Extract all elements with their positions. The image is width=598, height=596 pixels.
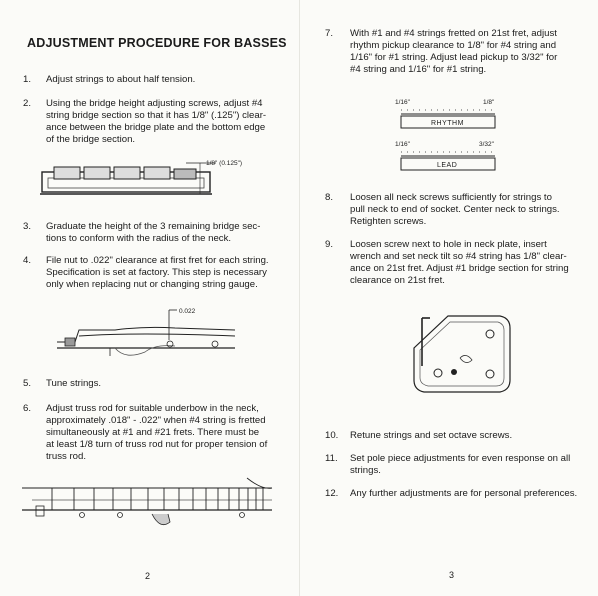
step-text-line: 1/16" for #1 string. Adjust lead pickup to 3/32" for	[350, 52, 558, 63]
step-text-line: approximately .018" - .022" when #4 string is fretted	[46, 415, 266, 426]
step-number: 5.	[23, 378, 32, 389]
step-text-line: clearance on 21st fret.	[350, 275, 445, 286]
step-text-line: Graduate the height of the 3 remaining bridge sec-	[46, 221, 261, 232]
step-text-line: Retune strings and set octave screws.	[350, 430, 513, 441]
step-text-line: string bridge section so that it has 1/8" (.125") clear-	[46, 110, 267, 121]
page-number-left: 2	[145, 571, 151, 581]
step-number: 11.	[325, 453, 338, 464]
lead-left-label: 1/16"	[395, 141, 410, 148]
neck-plate-diagram	[408, 308, 518, 403]
step-text-line: Set pole piece adjustments for even response on all	[350, 453, 571, 464]
step-text-line: simultaneously at #1 and #21 frets. There must be	[46, 427, 260, 438]
lead-right-label: 3/32"	[479, 141, 494, 148]
step-text-line: only when replacing nut or changing string gauge.	[46, 279, 258, 290]
step-text-line: Adjust strings to about half tension.	[46, 74, 196, 85]
step-text-line: Adjust truss rod for suitable underbow in the neck,	[46, 403, 259, 414]
nut-clearance-label: 0.022	[179, 308, 196, 315]
step-text-line: ance between the bridge plate and the bottom edge	[46, 122, 266, 133]
step-number: 3.	[23, 221, 32, 232]
step-text-line: rhythm pickup clearance to 1/8" for #4 string and	[350, 40, 557, 51]
step-text-line: Any further adjustments are for personal preferences.	[350, 488, 578, 499]
step-text-line: wrench and set neck tilt so #4 string has 1/8" clear-	[350, 251, 567, 262]
step-text-line: tions to conform with the radius of the neck.	[46, 233, 232, 244]
pickup-clearance-diagram	[393, 96, 523, 181]
step-text-line: Using the bridge height adjusting screws, adjust #4	[46, 98, 263, 109]
step-number: 8.	[325, 192, 334, 203]
page-title: ADJUSTMENT PROCEDURE FOR BASSES	[27, 36, 287, 50]
step-text-line: of the bridge section.	[46, 134, 136, 145]
fretboard-diagram	[22, 478, 282, 538]
step-number: 9.	[325, 239, 334, 250]
page-number-right: 3	[449, 570, 455, 580]
step-number: 4.	[23, 255, 32, 266]
step-text-line: ance on 21st fret. Adjust #1 bridge section for string	[350, 263, 569, 274]
step-number: 7.	[325, 28, 334, 39]
step-text-line: With #1 and #4 strings fretted on 21st fret, adjust	[350, 28, 557, 39]
step-text-line: File nut to .022" clearance at first fret for each string.	[46, 255, 269, 266]
step-text-line: at least 1/8 turn of truss rod nut for proper tension of	[46, 439, 268, 450]
nut-clearance-diagram	[55, 300, 285, 370]
step-text-line: strings.	[350, 465, 381, 476]
rhythm-pickup-label: RHYTHM	[431, 120, 464, 127]
step-text-line: pull neck to end of socket. Center neck to strings.	[350, 204, 560, 215]
lead-pickup-label: LEAD	[437, 162, 458, 169]
step-number: 6.	[23, 403, 32, 414]
bridge-clearance-label: 1/8" (0.125")	[206, 160, 243, 167]
step-number: 12.	[325, 488, 339, 499]
step-text-line: truss rod.	[46, 451, 86, 462]
rhythm-right-label: 1/8"	[483, 99, 495, 106]
bridge-diagram	[40, 158, 260, 208]
step-text-line: #4 string and 1/16" for #1 string.	[350, 64, 487, 75]
rhythm-left-label: 1/16"	[395, 99, 410, 106]
step-text-line: Tune strings.	[46, 378, 102, 389]
step-text-line: Loosen all neck screws sufficiently for strings to	[350, 192, 552, 203]
step-text-line: Retighten screws.	[350, 216, 427, 227]
step-number: 10.	[325, 430, 339, 441]
step-text-line: Loosen screw next to hole in neck plate, insert	[350, 239, 547, 250]
right-page	[300, 0, 598, 596]
step-number: 2.	[23, 98, 32, 109]
step-text-line: Specification is set at factory. This step is necessary	[46, 267, 267, 278]
step-number: 1.	[23, 74, 32, 85]
